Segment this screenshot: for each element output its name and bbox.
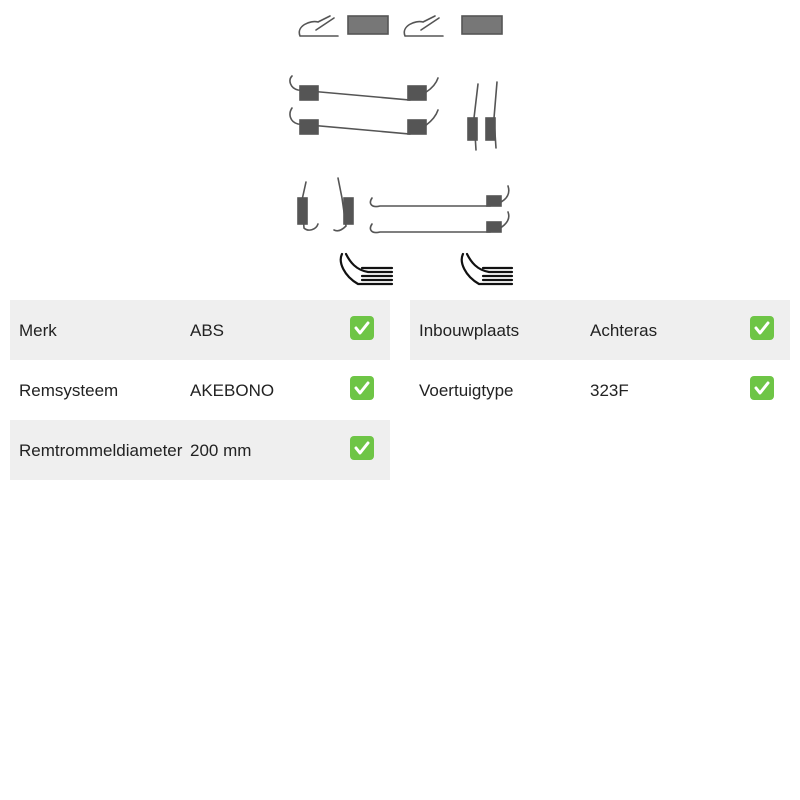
spec-value: 323F [590, 381, 629, 400]
spec-label: Merk [19, 321, 57, 340]
spec-table-left [10, 300, 390, 480]
check-icon [350, 436, 374, 460]
spec-value: AKEBONO [190, 381, 275, 400]
product-image [0, 0, 800, 300]
check-icon [750, 316, 774, 340]
check-icon [350, 376, 374, 400]
spec-table-right [410, 300, 790, 420]
spec-label: Voertuigtype [419, 381, 514, 400]
spec-label: Remtrommeldiameter [19, 441, 183, 460]
check-icon [750, 376, 774, 400]
spec-value: ABS [190, 321, 225, 340]
spec-label: Inbouwplaats [419, 321, 520, 340]
spec-value: Achteras [590, 321, 658, 340]
spec-row-voertuigtype [410, 360, 790, 420]
spec-row-remsysteem [10, 360, 390, 420]
spec-row-merk [10, 300, 390, 360]
check-icon [350, 316, 374, 340]
spec-row-remtrommeldiameter [10, 420, 390, 480]
spec-label: Remsysteem [19, 381, 119, 400]
brake-spring-kit-image [0, 0, 800, 300]
spec-value: 200 mm [190, 441, 252, 460]
spec-row-inbouwplaats [410, 300, 790, 360]
